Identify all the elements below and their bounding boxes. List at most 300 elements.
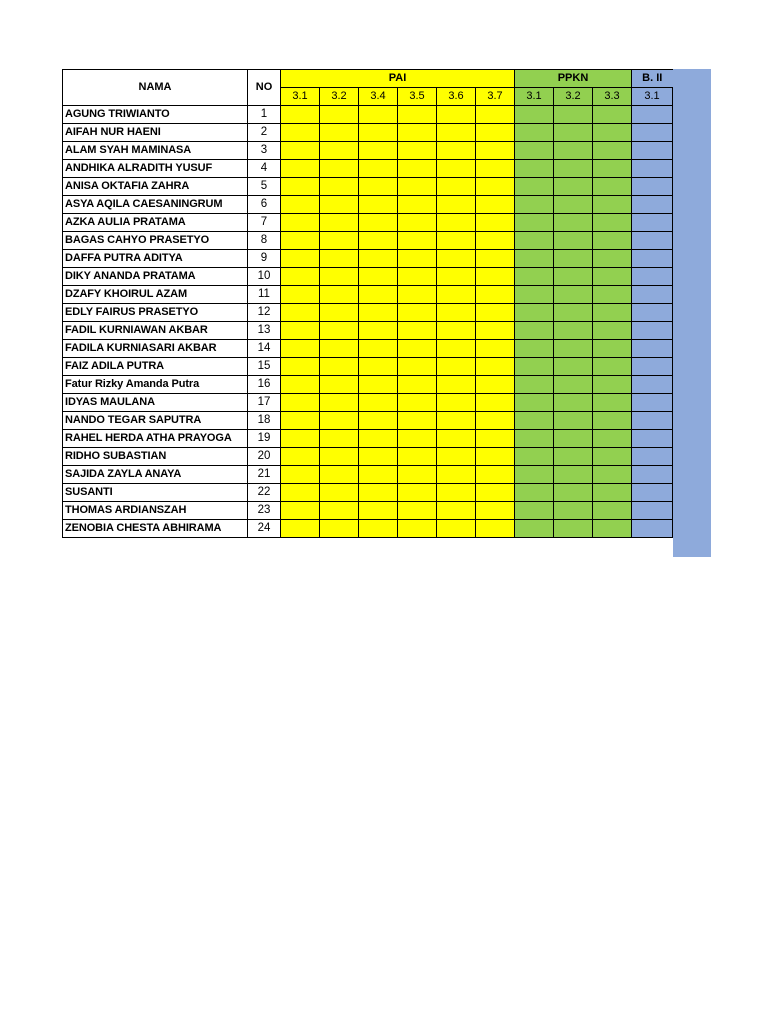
score-cell-ppkn[interactable]	[593, 250, 632, 268]
score-cell-pai[interactable]	[281, 214, 320, 232]
student-no-cell[interactable]: 14	[248, 340, 281, 358]
score-cell-pai[interactable]	[476, 124, 515, 142]
score-cell-pai[interactable]	[320, 214, 359, 232]
student-name-cell[interactable]: DIKY ANANDA PRATAMA	[63, 268, 248, 286]
score-cell-ppkn[interactable]	[515, 376, 554, 394]
score-cell-ppkn[interactable]	[593, 484, 632, 502]
score-cell-pai[interactable]	[476, 286, 515, 304]
score-cell-ppkn[interactable]	[554, 214, 593, 232]
score-cell-pai[interactable]	[398, 394, 437, 412]
score-cell-ppkn[interactable]	[515, 340, 554, 358]
score-cell-ppkn[interactable]	[515, 304, 554, 322]
score-cell-ppkn[interactable]	[515, 142, 554, 160]
score-cell-ppkn[interactable]	[554, 106, 593, 124]
score-cell-pai[interactable]	[281, 358, 320, 376]
score-cell-ppkn[interactable]	[593, 520, 632, 538]
student-name-cell[interactable]: ASYA AQILA CAESANINGRUM	[63, 196, 248, 214]
student-no-cell[interactable]: 1	[248, 106, 281, 124]
student-no-cell[interactable]: 5	[248, 178, 281, 196]
score-cell-b-ind[interactable]	[632, 214, 673, 232]
score-cell-pai[interactable]	[398, 322, 437, 340]
student-no-cell[interactable]: 11	[248, 286, 281, 304]
score-cell-pai[interactable]	[437, 232, 476, 250]
score-cell-b-ind[interactable]	[632, 304, 673, 322]
score-cell-ppkn[interactable]	[593, 214, 632, 232]
score-cell-b-ind[interactable]	[632, 466, 673, 484]
score-cell-pai[interactable]	[476, 430, 515, 448]
score-cell-b-ind[interactable]	[632, 250, 673, 268]
score-cell-ppkn[interactable]	[593, 340, 632, 358]
student-no-cell[interactable]: 2	[248, 124, 281, 142]
score-cell-ppkn[interactable]	[554, 232, 593, 250]
score-cell-ppkn[interactable]	[554, 196, 593, 214]
score-cell-pai[interactable]	[281, 448, 320, 466]
score-cell-pai[interactable]	[320, 520, 359, 538]
score-cell-pai[interactable]	[476, 466, 515, 484]
score-cell-ppkn[interactable]	[515, 214, 554, 232]
student-no-cell[interactable]: 6	[248, 196, 281, 214]
score-cell-pai[interactable]	[476, 178, 515, 196]
score-cell-ppkn[interactable]	[515, 520, 554, 538]
score-cell-pai[interactable]	[281, 484, 320, 502]
score-cell-pai[interactable]	[437, 466, 476, 484]
score-cell-ppkn[interactable]	[515, 358, 554, 376]
column-header-no[interactable]: NO	[248, 70, 281, 106]
score-cell-pai[interactable]	[476, 358, 515, 376]
score-cell-ppkn[interactable]	[593, 394, 632, 412]
score-cell-pai[interactable]	[320, 484, 359, 502]
student-no-cell[interactable]: 13	[248, 322, 281, 340]
student-name-cell[interactable]: AGUNG TRIWIANTO	[63, 106, 248, 124]
score-cell-pai[interactable]	[281, 412, 320, 430]
student-name-cell[interactable]: DAFFA PUTRA ADITYA	[63, 250, 248, 268]
score-cell-pai[interactable]	[476, 484, 515, 502]
score-cell-ppkn[interactable]	[515, 268, 554, 286]
score-cell-pai[interactable]	[359, 322, 398, 340]
score-cell-pai[interactable]	[437, 214, 476, 232]
score-cell-pai[interactable]	[476, 304, 515, 322]
score-cell-pai[interactable]	[281, 106, 320, 124]
score-cell-pai[interactable]	[281, 430, 320, 448]
student-name-cell[interactable]: ANISA OKTAFIA ZAHRA	[63, 178, 248, 196]
score-cell-ppkn[interactable]	[593, 106, 632, 124]
score-cell-b-ind[interactable]	[632, 394, 673, 412]
score-cell-pai[interactable]	[476, 322, 515, 340]
student-no-cell[interactable]: 8	[248, 232, 281, 250]
score-cell-pai[interactable]	[476, 250, 515, 268]
score-cell-pai[interactable]	[398, 142, 437, 160]
score-cell-pai[interactable]	[359, 250, 398, 268]
sub-header-pai-3-6[interactable]: 3.6	[437, 88, 476, 106]
score-cell-pai[interactable]	[437, 376, 476, 394]
student-name-cell[interactable]: NANDO TEGAR SAPUTRA	[63, 412, 248, 430]
score-cell-pai[interactable]	[320, 466, 359, 484]
score-cell-pai[interactable]	[320, 106, 359, 124]
score-cell-b-ind[interactable]	[632, 196, 673, 214]
student-name-cell[interactable]: RAHEL HERDA ATHA PRAYOGA	[63, 430, 248, 448]
score-cell-ppkn[interactable]	[515, 232, 554, 250]
group-header-b-ind[interactable]: B. II	[632, 70, 673, 88]
score-cell-pai[interactable]	[398, 196, 437, 214]
score-cell-ppkn[interactable]	[515, 160, 554, 178]
score-cell-pai[interactable]	[398, 448, 437, 466]
score-cell-pai[interactable]	[320, 376, 359, 394]
score-cell-pai[interactable]	[359, 520, 398, 538]
score-cell-pai[interactable]	[320, 250, 359, 268]
score-cell-pai[interactable]	[359, 394, 398, 412]
student-name-cell[interactable]: ZENOBIA CHESTA ABHIRAMA	[63, 520, 248, 538]
score-cell-pai[interactable]	[476, 376, 515, 394]
score-cell-pai[interactable]	[437, 502, 476, 520]
score-cell-pai[interactable]	[359, 286, 398, 304]
score-cell-pai[interactable]	[281, 178, 320, 196]
score-cell-pai[interactable]	[476, 340, 515, 358]
score-cell-ppkn[interactable]	[593, 448, 632, 466]
student-no-cell[interactable]: 3	[248, 142, 281, 160]
score-cell-b-ind[interactable]	[632, 376, 673, 394]
score-cell-pai[interactable]	[281, 466, 320, 484]
score-cell-pai[interactable]	[437, 304, 476, 322]
score-cell-pai[interactable]	[398, 340, 437, 358]
score-cell-pai[interactable]	[437, 322, 476, 340]
score-cell-pai[interactable]	[320, 412, 359, 430]
score-cell-pai[interactable]	[398, 358, 437, 376]
score-cell-pai[interactable]	[398, 304, 437, 322]
student-no-cell[interactable]: 16	[248, 376, 281, 394]
score-cell-pai[interactable]	[320, 196, 359, 214]
score-cell-pai[interactable]	[398, 376, 437, 394]
score-cell-ppkn[interactable]	[554, 268, 593, 286]
score-cell-ppkn[interactable]	[593, 178, 632, 196]
score-cell-pai[interactable]	[281, 160, 320, 178]
score-cell-pai[interactable]	[359, 124, 398, 142]
score-cell-pai[interactable]	[437, 160, 476, 178]
score-cell-pai[interactable]	[437, 520, 476, 538]
score-cell-pai[interactable]	[359, 268, 398, 286]
score-cell-pai[interactable]	[281, 502, 320, 520]
score-cell-ppkn[interactable]	[593, 232, 632, 250]
score-cell-ppkn[interactable]	[593, 304, 632, 322]
score-cell-pai[interactable]	[320, 502, 359, 520]
score-cell-pai[interactable]	[437, 358, 476, 376]
sub-header-ppkn-3-3[interactable]: 3.3	[593, 88, 632, 106]
score-cell-ppkn[interactable]	[515, 502, 554, 520]
sub-header-pai-3-2[interactable]: 3.2	[320, 88, 359, 106]
score-cell-b-ind[interactable]	[632, 448, 673, 466]
student-no-cell[interactable]: 18	[248, 412, 281, 430]
score-cell-pai[interactable]	[359, 196, 398, 214]
score-cell-ppkn[interactable]	[593, 124, 632, 142]
score-cell-pai[interactable]	[398, 412, 437, 430]
score-cell-ppkn[interactable]	[554, 124, 593, 142]
score-cell-pai[interactable]	[359, 106, 398, 124]
score-cell-ppkn[interactable]	[515, 196, 554, 214]
student-name-cell[interactable]: SAJIDA ZAYLA ANAYA	[63, 466, 248, 484]
score-cell-pai[interactable]	[320, 304, 359, 322]
score-cell-pai[interactable]	[398, 232, 437, 250]
score-cell-pai[interactable]	[437, 106, 476, 124]
score-cell-pai[interactable]	[320, 124, 359, 142]
score-cell-pai[interactable]	[476, 502, 515, 520]
score-cell-pai[interactable]	[359, 502, 398, 520]
score-cell-pai[interactable]	[359, 430, 398, 448]
score-cell-pai[interactable]	[476, 106, 515, 124]
score-cell-b-ind[interactable]	[632, 286, 673, 304]
score-cell-pai[interactable]	[281, 232, 320, 250]
score-cell-pai[interactable]	[320, 160, 359, 178]
sub-header-pai-3-1[interactable]: 3.1	[281, 88, 320, 106]
score-cell-pai[interactable]	[359, 376, 398, 394]
score-cell-ppkn[interactable]	[554, 178, 593, 196]
score-cell-ppkn[interactable]	[554, 160, 593, 178]
score-cell-pai[interactable]	[359, 178, 398, 196]
score-cell-ppkn[interactable]	[593, 196, 632, 214]
score-cell-ppkn[interactable]	[593, 358, 632, 376]
score-cell-pai[interactable]	[437, 412, 476, 430]
score-cell-pai[interactable]	[437, 286, 476, 304]
score-cell-pai[interactable]	[476, 268, 515, 286]
score-cell-pai[interactable]	[437, 430, 476, 448]
score-cell-b-ind[interactable]	[632, 106, 673, 124]
score-cell-pai[interactable]	[320, 232, 359, 250]
score-cell-pai[interactable]	[437, 394, 476, 412]
score-cell-ppkn[interactable]	[554, 376, 593, 394]
score-cell-pai[interactable]	[281, 340, 320, 358]
score-cell-pai[interactable]	[437, 142, 476, 160]
score-cell-ppkn[interactable]	[515, 286, 554, 304]
score-cell-pai[interactable]	[398, 502, 437, 520]
score-cell-pai[interactable]	[437, 484, 476, 502]
sub-header-pai-3-4[interactable]: 3.4	[359, 88, 398, 106]
student-name-cell[interactable]: BAGAS CAHYO PRASETYO	[63, 232, 248, 250]
score-cell-b-ind[interactable]	[632, 502, 673, 520]
score-cell-ppkn[interactable]	[554, 520, 593, 538]
score-cell-ppkn[interactable]	[515, 484, 554, 502]
score-cell-ppkn[interactable]	[554, 502, 593, 520]
score-cell-ppkn[interactable]	[554, 448, 593, 466]
score-cell-pai[interactable]	[398, 466, 437, 484]
student-name-cell[interactable]: DZAFY KHOIRUL AZAM	[63, 286, 248, 304]
score-cell-pai[interactable]	[320, 340, 359, 358]
score-cell-pai[interactable]	[398, 124, 437, 142]
student-name-cell[interactable]: SUSANTI	[63, 484, 248, 502]
student-name-cell[interactable]: Fatur Rizky Amanda Putra	[63, 376, 248, 394]
group-header-pai[interactable]: PAI	[281, 70, 515, 88]
student-name-cell[interactable]: FADIL KURNIAWAN AKBAR	[63, 322, 248, 340]
score-cell-b-ind[interactable]	[632, 484, 673, 502]
score-cell-pai[interactable]	[359, 142, 398, 160]
score-cell-ppkn[interactable]	[515, 394, 554, 412]
score-cell-b-ind[interactable]	[632, 124, 673, 142]
score-cell-ppkn[interactable]	[554, 394, 593, 412]
score-cell-b-ind[interactable]	[632, 358, 673, 376]
score-cell-pai[interactable]	[281, 196, 320, 214]
score-cell-pai[interactable]	[359, 340, 398, 358]
score-cell-b-ind[interactable]	[632, 430, 673, 448]
score-cell-ppkn[interactable]	[554, 484, 593, 502]
score-cell-ppkn[interactable]	[554, 430, 593, 448]
score-cell-ppkn[interactable]	[515, 466, 554, 484]
score-cell-ppkn[interactable]	[515, 412, 554, 430]
score-cell-pai[interactable]	[476, 412, 515, 430]
score-cell-ppkn[interactable]	[554, 322, 593, 340]
score-cell-pai[interactable]	[398, 106, 437, 124]
score-cell-b-ind[interactable]	[632, 178, 673, 196]
score-cell-ppkn[interactable]	[554, 250, 593, 268]
score-cell-pai[interactable]	[437, 448, 476, 466]
score-cell-pai[interactable]	[320, 394, 359, 412]
score-cell-pai[interactable]	[476, 232, 515, 250]
score-cell-pai[interactable]	[398, 268, 437, 286]
score-cell-ppkn[interactable]	[593, 412, 632, 430]
score-cell-ppkn[interactable]	[515, 106, 554, 124]
score-cell-pai[interactable]	[398, 214, 437, 232]
score-cell-pai[interactable]	[359, 448, 398, 466]
score-cell-ppkn[interactable]	[554, 286, 593, 304]
score-cell-pai[interactable]	[320, 358, 359, 376]
score-cell-pai[interactable]	[476, 520, 515, 538]
score-cell-pai[interactable]	[359, 358, 398, 376]
score-cell-pai[interactable]	[281, 520, 320, 538]
score-cell-pai[interactable]	[359, 412, 398, 430]
score-cell-ppkn[interactable]	[515, 124, 554, 142]
score-cell-ppkn[interactable]	[554, 466, 593, 484]
score-cell-ppkn[interactable]	[593, 142, 632, 160]
sub-header-ppkn-3-2[interactable]: 3.2	[554, 88, 593, 106]
score-cell-ppkn[interactable]	[554, 358, 593, 376]
student-name-cell[interactable]: AIFAH NUR HAENI	[63, 124, 248, 142]
student-name-cell[interactable]: FADILA KURNIASARI AKBAR	[63, 340, 248, 358]
student-no-cell[interactable]: 23	[248, 502, 281, 520]
student-name-cell[interactable]: FAIZ ADILA PUTRA	[63, 358, 248, 376]
score-cell-pai[interactable]	[398, 484, 437, 502]
score-cell-ppkn[interactable]	[554, 412, 593, 430]
score-cell-pai[interactable]	[437, 340, 476, 358]
score-cell-pai[interactable]	[476, 142, 515, 160]
score-cell-pai[interactable]	[359, 214, 398, 232]
score-cell-pai[interactable]	[359, 466, 398, 484]
score-cell-ppkn[interactable]	[593, 268, 632, 286]
score-cell-pai[interactable]	[437, 268, 476, 286]
score-cell-pai[interactable]	[281, 250, 320, 268]
score-cell-pai[interactable]	[281, 394, 320, 412]
score-cell-ppkn[interactable]	[593, 430, 632, 448]
score-cell-pai[interactable]	[359, 232, 398, 250]
score-cell-pai[interactable]	[281, 124, 320, 142]
score-cell-pai[interactable]	[320, 322, 359, 340]
score-cell-pai[interactable]	[359, 484, 398, 502]
score-cell-ppkn[interactable]	[515, 430, 554, 448]
score-cell-pai[interactable]	[437, 250, 476, 268]
score-cell-pai[interactable]	[398, 250, 437, 268]
score-cell-pai[interactable]	[320, 178, 359, 196]
score-cell-pai[interactable]	[476, 160, 515, 178]
score-cell-ppkn[interactable]	[515, 448, 554, 466]
score-cell-pai[interactable]	[476, 214, 515, 232]
score-cell-ppkn[interactable]	[593, 376, 632, 394]
student-no-cell[interactable]: 7	[248, 214, 281, 232]
score-cell-pai[interactable]	[437, 124, 476, 142]
score-cell-pai[interactable]	[398, 160, 437, 178]
column-header-nama[interactable]: NAMA	[63, 70, 248, 106]
student-name-cell[interactable]: THOMAS ARDIANSZAH	[63, 502, 248, 520]
score-cell-ppkn[interactable]	[593, 322, 632, 340]
student-no-cell[interactable]: 20	[248, 448, 281, 466]
score-cell-b-ind[interactable]	[632, 340, 673, 358]
score-cell-ppkn[interactable]	[515, 322, 554, 340]
score-cell-pai[interactable]	[281, 286, 320, 304]
score-cell-b-ind[interactable]	[632, 322, 673, 340]
score-cell-b-ind[interactable]	[632, 268, 673, 286]
score-cell-ppkn[interactable]	[554, 304, 593, 322]
student-no-cell[interactable]: 17	[248, 394, 281, 412]
score-cell-pai[interactable]	[281, 268, 320, 286]
score-cell-b-ind[interactable]	[632, 412, 673, 430]
student-no-cell[interactable]: 4	[248, 160, 281, 178]
score-cell-ppkn[interactable]	[515, 178, 554, 196]
student-name-cell[interactable]: ANDHIKA ALRADITH YUSUF	[63, 160, 248, 178]
score-cell-pai[interactable]	[437, 196, 476, 214]
score-cell-b-ind[interactable]	[632, 142, 673, 160]
score-cell-pai[interactable]	[320, 430, 359, 448]
student-no-cell[interactable]: 9	[248, 250, 281, 268]
student-name-cell[interactable]: AZKA AULIA PRATAMA	[63, 214, 248, 232]
score-cell-ppkn[interactable]	[554, 142, 593, 160]
score-cell-pai[interactable]	[398, 430, 437, 448]
student-name-cell[interactable]: EDLY FAIRUS PRASETYO	[63, 304, 248, 322]
score-cell-ppkn[interactable]	[593, 286, 632, 304]
score-cell-b-ind[interactable]	[632, 160, 673, 178]
score-cell-pai[interactable]	[320, 286, 359, 304]
student-no-cell[interactable]: 10	[248, 268, 281, 286]
sub-header-pai-3-7[interactable]: 3.7	[476, 88, 515, 106]
score-cell-pai[interactable]	[359, 160, 398, 178]
score-cell-pai[interactable]	[398, 286, 437, 304]
score-cell-pai[interactable]	[476, 394, 515, 412]
score-cell-b-ind[interactable]	[632, 232, 673, 250]
score-cell-pai[interactable]	[398, 178, 437, 196]
student-no-cell[interactable]: 21	[248, 466, 281, 484]
score-cell-pai[interactable]	[320, 268, 359, 286]
sub-header-pai-3-5[interactable]: 3.5	[398, 88, 437, 106]
sub-header-b-ind-3-1[interactable]: 3.1	[632, 88, 673, 106]
score-cell-pai[interactable]	[398, 520, 437, 538]
score-cell-ppkn[interactable]	[593, 502, 632, 520]
score-cell-pai[interactable]	[476, 448, 515, 466]
score-cell-ppkn[interactable]	[593, 466, 632, 484]
student-no-cell[interactable]: 15	[248, 358, 281, 376]
score-cell-pai[interactable]	[281, 304, 320, 322]
student-no-cell[interactable]: 19	[248, 430, 281, 448]
student-name-cell[interactable]: IDYAS MAULANA	[63, 394, 248, 412]
student-name-cell[interactable]: RIDHO SUBASTIAN	[63, 448, 248, 466]
sub-header-ppkn-3-1[interactable]: 3.1	[515, 88, 554, 106]
student-no-cell[interactable]: 12	[248, 304, 281, 322]
score-cell-pai[interactable]	[320, 142, 359, 160]
group-header-ppkn[interactable]: PPKN	[515, 70, 632, 88]
student-no-cell[interactable]: 22	[248, 484, 281, 502]
score-cell-pai[interactable]	[281, 376, 320, 394]
score-cell-pai[interactable]	[320, 448, 359, 466]
score-cell-ppkn[interactable]	[593, 160, 632, 178]
score-cell-pai[interactable]	[476, 196, 515, 214]
score-cell-pai[interactable]	[359, 304, 398, 322]
score-cell-pai[interactable]	[281, 322, 320, 340]
score-cell-ppkn[interactable]	[515, 250, 554, 268]
score-cell-b-ind[interactable]	[632, 520, 673, 538]
score-cell-pai[interactable]	[281, 142, 320, 160]
student-name-cell[interactable]: ALAM SYAH MAMINASA	[63, 142, 248, 160]
